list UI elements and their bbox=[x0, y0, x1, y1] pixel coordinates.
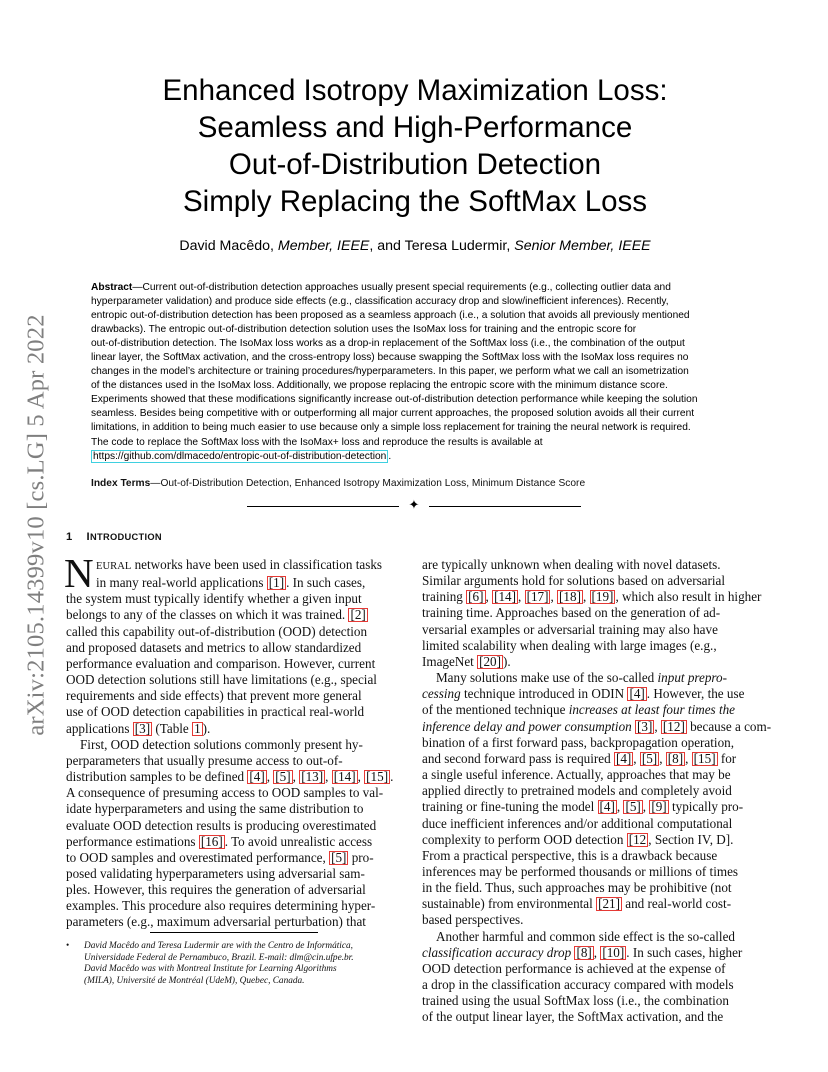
body-line: performance evaluation and comparison. However, current bbox=[66, 655, 376, 671]
drop-cap: N bbox=[64, 550, 94, 596]
section-separator bbox=[244, 498, 584, 514]
citation-link[interactable]: [12 bbox=[628, 831, 647, 847]
body-line: sustainable) from environmental [21] and real-world cost- bbox=[422, 896, 732, 912]
body-line: of the mentioned technique increases at least four times the bbox=[422, 702, 736, 718]
body-line: evaluate OOD detection results is producing overestimated bbox=[66, 817, 377, 833]
body-line: versarial examples or adversarial training may also have bbox=[422, 621, 718, 637]
code-link[interactable]: https://github.com/dlmacedo/entropic-out-of-distribution-detection bbox=[93, 450, 387, 462]
right-column bbox=[422, 557, 772, 1026]
index-terms: Index Terms—Out-of-Distribution Detection, Enhanced Isotropy Maximization Loss, Minimum Distance Score bbox=[91, 478, 586, 489]
citation-link[interactable]: [6] bbox=[468, 589, 484, 605]
body-line: to OOD samples and overestimated performance, [5] pro- bbox=[66, 849, 374, 865]
citation-link[interactable]: [8] bbox=[667, 750, 684, 766]
section-heading bbox=[66, 531, 162, 543]
abstract-line: drawbacks). The entropic out-of-distribution detection solution uses the IsoMax loss for training and the entropic score for bbox=[91, 324, 637, 336]
abstract-line: hyperparameter validation) and produce side effects (e.g., classification accuracy drop and slow/inefficient inferences). Recently, bbox=[91, 296, 669, 308]
body-line: posed validating hyperparameters using adversarial sam- bbox=[66, 865, 365, 881]
section-title: INTRODUCTION bbox=[86, 531, 162, 543]
body-line: in many real-world applications [1] . In such cases, bbox=[96, 575, 366, 591]
body-line: bination of a first forward pass, backpropagation operation, bbox=[422, 734, 734, 750]
abstract-line: entropic out-of-distribution detection has been proposed as a seamless approach (i.e., a solution that avoids all previously mentioned bbox=[91, 310, 690, 322]
body-line: training time. Approaches based on the generation of ad- bbox=[422, 605, 721, 621]
abstract-line: Abstract—Current out-of-distribution detection approaches usually present special requirements (e.g., collecting outlier data and bbox=[91, 282, 671, 293]
abstract-line: seamless. Besides being competitive with or outperforming all major current approaches, the proposed solution avoids all their current bbox=[91, 408, 695, 420]
body-line: based perspectives. bbox=[422, 912, 524, 928]
citation-link[interactable]: [19] bbox=[591, 589, 614, 605]
citation-link[interactable]: [12] bbox=[662, 718, 685, 734]
citation-link[interactable]: [17] bbox=[526, 589, 549, 605]
diamond-icon: ✦ bbox=[408, 498, 420, 513]
body-line: requirements and side effects) that prevent more general bbox=[66, 688, 362, 704]
body-line: limited scalability when dealing with large images (e.g., bbox=[422, 637, 717, 653]
arxiv-identifier-stamp bbox=[22, 285, 52, 765]
citation-link[interactable]: [10] bbox=[602, 944, 625, 960]
title-line: Enhanced Isotropy Maximization Loss: bbox=[162, 74, 668, 107]
citation-link[interactable]: [18] bbox=[559, 589, 581, 605]
citation-link[interactable]: [4] bbox=[629, 686, 645, 702]
body-line: inferences may be performed thousands or millions of times bbox=[422, 863, 739, 879]
author-name: David Macêdo, bbox=[179, 238, 278, 254]
body-line: ples. However, this requires the generation of adversarial bbox=[66, 882, 366, 898]
title-line: Seamless and High-Performance bbox=[197, 111, 633, 144]
citation-link[interactable]: [2] bbox=[350, 607, 366, 623]
author-line bbox=[90, 238, 740, 254]
bullet-icon: • bbox=[66, 941, 70, 951]
left-column bbox=[64, 550, 406, 931]
body-line: complexity to perform OOD detection [12 , Section IV, D]. bbox=[422, 831, 734, 847]
citation-link[interactable]: [16] bbox=[200, 833, 223, 849]
body-line: OOD detection performance is achieved at the expense of bbox=[422, 960, 726, 976]
footnote-rule bbox=[150, 932, 318, 933]
abstract-line: changes in the model’s architecture or training procedures/hyperparameters. In this paper, we perform what we call an isometrization bbox=[91, 366, 689, 378]
body-line: cessing technique introduced in ODIN [4] . However, the use bbox=[422, 686, 745, 702]
citation-link[interactable]: [5] bbox=[641, 750, 658, 766]
footnote-line: David Macêdo and Teresa Ludermir are with the Centro de Informática, bbox=[84, 941, 353, 951]
body-line: called this capability out-of-distribution (OOD) detection bbox=[66, 623, 368, 639]
abstract-label: Abstract bbox=[91, 282, 133, 293]
author-role: Senior Member, IEEE bbox=[514, 238, 651, 254]
citation-link[interactable]: [9] bbox=[651, 799, 667, 815]
body-line: Another harmful and common side effect is the so-called bbox=[436, 928, 735, 944]
citation-link[interactable]: [5] bbox=[331, 849, 347, 865]
body-line: First, OOD detection solutions commonly present hy- bbox=[80, 736, 363, 752]
author-role: Member, IEEE bbox=[277, 238, 370, 254]
section-number: 1 bbox=[66, 531, 73, 543]
author-separator: , and Teresa Ludermir, bbox=[369, 238, 515, 254]
body-line: duce inefficient inferences and/or additional computational bbox=[422, 815, 733, 831]
body-line: the system must typically identify whether a given input bbox=[66, 591, 362, 607]
citation-link[interactable]: [4] bbox=[615, 750, 632, 766]
body-line: training [6] , [14] , [17] , [18] , [19] , which also result in higher bbox=[422, 589, 762, 605]
body-line: and proposed datasets and metrics to allow standardized bbox=[66, 639, 362, 655]
body-line: idate hyperparameters and using the same distribution to bbox=[66, 801, 364, 817]
body-line: examples. This procedure also requires determining hyper- bbox=[66, 898, 376, 914]
body-line: A consequence of presuming access to OOD samples to val- bbox=[66, 785, 384, 801]
abstract bbox=[91, 281, 745, 464]
citation-link[interactable]: [14] bbox=[333, 769, 356, 785]
affiliation-footnote bbox=[66, 941, 411, 988]
paper-title bbox=[90, 72, 740, 220]
citation-link[interactable]: [20] bbox=[479, 653, 501, 669]
citation-link[interactable]: [21] bbox=[598, 896, 620, 912]
abstract-line: Experiments showed that these modifications significantly increase out-of-distribution detection performance while keeping the solution bbox=[91, 394, 698, 406]
citation-link[interactable]: [5] bbox=[275, 769, 291, 785]
citation-link[interactable]: [3] bbox=[637, 718, 653, 734]
body-line: and second forward pass is required [4] , [5] , [8] , [15] for bbox=[422, 750, 737, 766]
abstract-line: The code to replace the SoftMax loss with the IsoMax+ loss and reproduce the results is available at bbox=[91, 436, 543, 448]
abstract-line: limitations, in addition to being much easier to use because only a simple loss replacement for training the neural network is required. bbox=[91, 422, 691, 434]
body-line: are typically unknown when dealing with novel datasets. bbox=[422, 557, 721, 572]
body-line: classification accuracy drop [8] , [10] . In such cases, higher bbox=[422, 944, 743, 960]
body-line: inference delay and power consumption [3] , [12] because a com- bbox=[422, 718, 772, 734]
abstract-line: https://github.com/dlmacedo/entropic-out-of-distribution-detection . bbox=[93, 450, 392, 462]
body-line: a drop in the classification accuracy compared with models bbox=[422, 977, 734, 993]
table-link[interactable]: 1 bbox=[194, 720, 201, 736]
citation-link[interactable]: [3] bbox=[134, 720, 151, 736]
body-line: training or fine-tuning the model [4] , [5] , [9] typically pro- bbox=[422, 799, 744, 815]
footnote-line: (MILA), Université de Montréal (UdeM), Quebec, Canada. bbox=[84, 976, 305, 987]
citation-link[interactable]: [14] bbox=[494, 589, 516, 605]
abstract-line: linear layer, the SoftMax activation, and the cross-entropy loss) because swapping the SoftMax loss with the IsoMax loss requires no bbox=[91, 352, 689, 364]
title-line: Simply Replacing the SoftMax Loss bbox=[182, 185, 648, 218]
body-line: perparameters that usually presume access to out-of- bbox=[66, 752, 343, 768]
citation-link[interactable]: [5] bbox=[625, 799, 641, 815]
title-line: Out-of-Distribution Detection bbox=[228, 148, 602, 181]
citation-link[interactable]: [13] bbox=[301, 769, 324, 785]
body-line: EURAL networks have been used in classification tasks bbox=[96, 557, 383, 572]
arxiv-stamp-text: arXiv:2105.14399v10 [cs.LG] 5 Apr 2022 bbox=[23, 314, 51, 736]
citation-link[interactable]: [4] bbox=[249, 769, 265, 785]
body-line: belongs to any of the classes on which it was trained. [2] bbox=[66, 607, 366, 623]
body-line: use of OOD detection capabilities in practical real-world bbox=[66, 704, 365, 720]
citation-link[interactable]: [8] bbox=[576, 944, 592, 960]
body-line: a single useful inference. Actually, approaches that may be bbox=[422, 767, 731, 783]
body-line: distribution samples to be defined [4] , [5] , [13] , [14] , [15] . bbox=[66, 769, 394, 785]
body-line: of the output linear layer, the SoftMax activation, and the bbox=[422, 1009, 724, 1025]
separator-rule bbox=[247, 506, 399, 507]
body-line: in the field. Thus, such approaches may be prohibitive (not bbox=[422, 880, 732, 896]
body-line: trained using the usual SoftMax loss (i.e., the combination bbox=[422, 993, 729, 1009]
abstract-line: of the distances used in the IsoMax loss. Additionally, we propose replacing the entropic score with the minimum distance score. bbox=[91, 380, 668, 392]
body-line: applied directly to pretrained models and completely avoid bbox=[422, 783, 732, 799]
body-line: parameters (e.g., maximum adversarial perturbation) that bbox=[66, 914, 366, 930]
body-line: OOD detection solutions still have limitations (e.g., special bbox=[66, 672, 377, 688]
body-line: applications [3] (Table 1 ). bbox=[66, 720, 211, 736]
citation-link[interactable]: [15] bbox=[693, 750, 716, 766]
citation-link[interactable]: [4] bbox=[599, 799, 615, 815]
body-line: Similar arguments hold for solutions based on adversarial bbox=[422, 573, 726, 589]
body-line: Many solutions make use of the so-called input prepro- bbox=[436, 670, 728, 686]
body-line: From a practical perspective, this is a drawback because bbox=[422, 847, 718, 863]
citation-link[interactable]: [15] bbox=[366, 769, 389, 785]
body-line: performance estimations [16] . To avoid unrealistic access bbox=[66, 833, 373, 849]
citation-link[interactable]: [1] bbox=[268, 575, 285, 591]
footnote-line: David Macêdo was with Montreal Institute for Learning Algorithms bbox=[84, 964, 337, 975]
abstract-line: out-of-distribution detection. The IsoMax loss works as a drop-in replacement of the SoftMax loss (i.e., the combination of the output bbox=[91, 338, 685, 350]
index-terms-label: Index Terms bbox=[91, 478, 151, 489]
body-line: ImageNet [20] ). bbox=[422, 653, 511, 669]
footnote-line: Universidade Federal de Pernambuco, Brazil. E-mail: dlm@cin.ufpe.br. bbox=[84, 952, 354, 963]
separator-rule bbox=[429, 506, 581, 507]
